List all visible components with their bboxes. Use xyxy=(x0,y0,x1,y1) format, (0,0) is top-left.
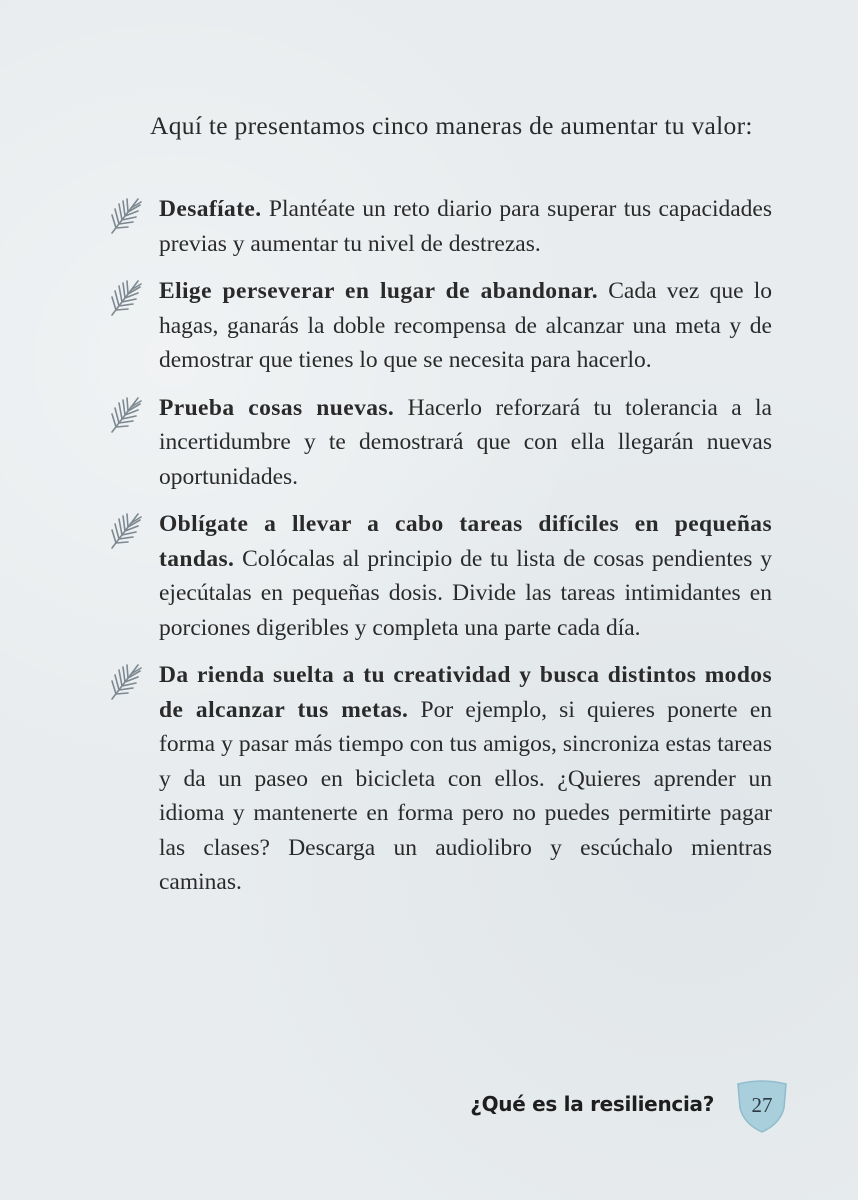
page-number: 27 xyxy=(751,1093,773,1117)
list-item-heading: Oblígate a llevar a cabo tareas difíciles en pequeñas tandas. xyxy=(159,511,772,572)
list-item xyxy=(108,658,772,900)
list-item-text xyxy=(159,192,772,261)
list-item-text xyxy=(159,274,772,378)
feather-leaf-icon xyxy=(108,510,146,550)
list-item xyxy=(108,274,772,378)
list-item-text xyxy=(159,658,772,900)
list-item-body: Hacerlo reforzará tu tolerancia a la incertidumbre y te demostrará que con ella llegarán nuevas oportunidades. xyxy=(159,394,772,490)
feather-leaf-icon xyxy=(108,394,146,434)
list-item-body: Plantéate un reto diario para superar tus capacidades previas y aumentar tu nivel de destrezas. xyxy=(159,196,772,257)
feather-leaf-icon xyxy=(108,195,146,235)
feather-leaf-icon xyxy=(108,661,146,701)
page-footer xyxy=(470,1078,790,1138)
list-item-text xyxy=(159,391,772,495)
list-item-body: Colócalas al principio de tu lista de cosas pendientes y ejecútalas en pequeñas dosis. Divide las tareas intimidantes en porciones digeribles y completa una parte cada día. xyxy=(159,545,772,641)
list-item-heading: Elige perseverar en lugar de abandonar. xyxy=(159,278,599,304)
running-title: ¿Qué es la resiliencia? xyxy=(470,1092,714,1116)
list-item xyxy=(108,192,772,261)
list-item xyxy=(108,507,772,645)
list-item-heading: Desafíate. xyxy=(159,196,262,222)
list-item-heading: Prueba cosas nuevas. xyxy=(159,394,395,421)
tips-list xyxy=(108,192,772,913)
list-item-text xyxy=(159,507,772,645)
list-item-body: Cada vez que lo hagas, ganarás la doble recompensa de alcanzar una meta y de demostrar que tienes lo que se necesita para hacerlo. xyxy=(159,278,772,373)
feather-leaf-icon xyxy=(108,277,146,317)
list-item-heading: Da rienda suelta a tu creatividad y busca distintos modos de alcanzar tus metas. xyxy=(159,662,772,723)
list-item xyxy=(108,391,772,495)
intro-paragraph: Aquí te presentamos cinco maneras de aumentar tu valor: xyxy=(150,111,753,140)
list-item-body: Por ejemplo, si quieres ponerte en forma y pasar más tiempo con tus amigos, sincroniza estas tareas y da un paseo en bicicleta con ellos. ¿Quieres aprender un idioma y mantenerte en forma pero no puedes permitirte pagar las clases? Descarga un audiolibro y escúchalo mientras caminas. xyxy=(159,696,772,895)
